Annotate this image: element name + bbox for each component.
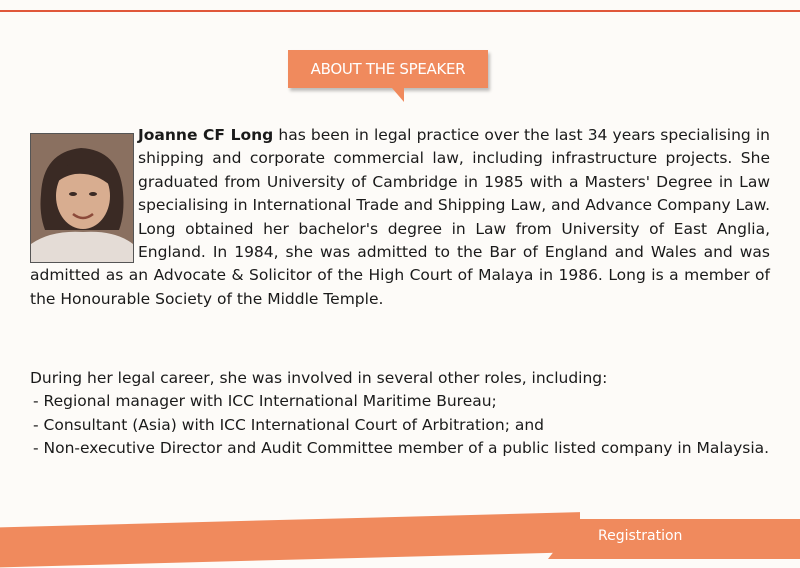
top-divider — [0, 10, 800, 12]
roles-list — [30, 390, 780, 460]
list-item: - Consultant (Asia) with ICC International Court of Arbitration; and — [33, 415, 545, 434]
career-intro: During her legal career, she was involved in several other roles, including: — [30, 369, 608, 387]
banner-tail — [392, 88, 404, 102]
list-item: - Non-executive Director and Audit Committee member of a public listed company in Malaysia. — [33, 439, 770, 458]
list-item: - Regional manager with ICC International Maritime Bureau; — [33, 392, 497, 411]
career-section — [30, 367, 780, 461]
speaker-bio — [30, 124, 770, 311]
footer-band-left — [0, 512, 580, 568]
section-banner — [288, 50, 488, 88]
banner-title: ABOUT THE SPEAKER — [310, 60, 466, 78]
speaker-photo — [30, 133, 134, 263]
speaker-bio-text: has been in legal practice over the last 34 years specialising in shipping and corporate commercial law, including infrastructure projects. She graduated from University of Cambridge in 1985 with a Masters' Degree in Law specialising in International Trade and Shipping Law, and Advance Company Law. Long obtained her bachelor's degree in Law from University of East Anglia, England. In 1984, she was admitted to the Bar of England and Wales and was admitted as an Advocate & Solicitor of the High Court of Malaya in 1986. Long is a member of the Honourable Society of the Middle Temple. — [30, 126, 770, 308]
registration-label[interactable]: Registration — [598, 528, 683, 544]
speaker-name: Joanne CF Long — [138, 126, 274, 144]
